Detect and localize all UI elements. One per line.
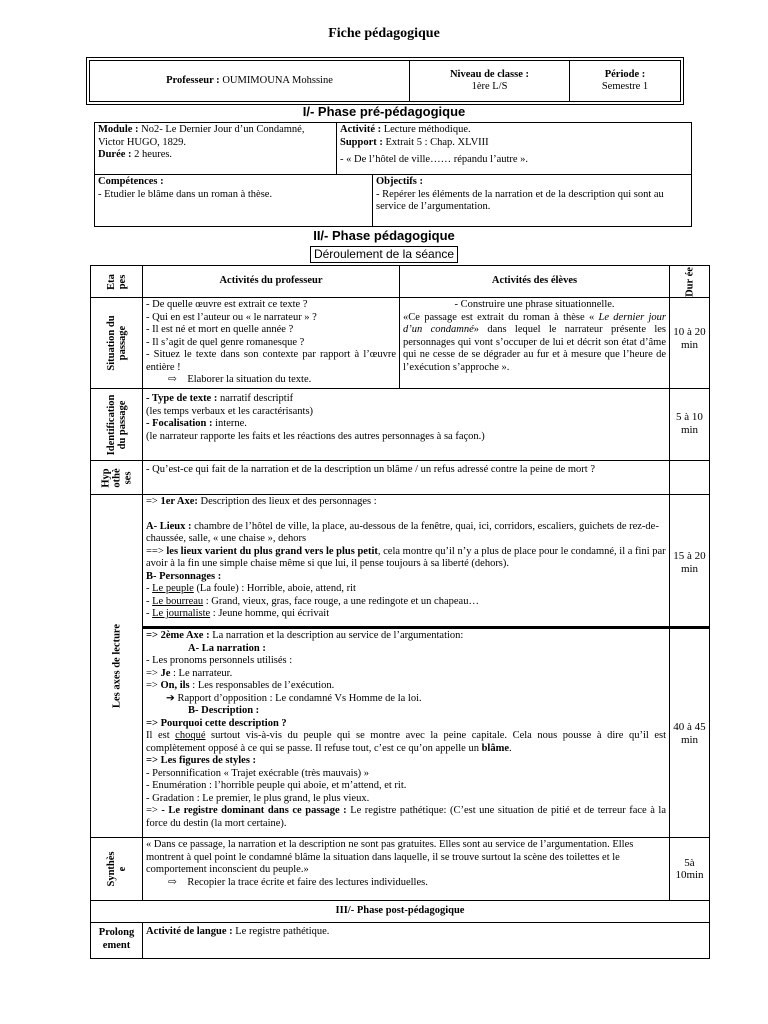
situation-question: - Situez le texte dans son contexte par rapport à l’œuvre entière !	[146, 349, 396, 373]
situation-prof-last: ⇨ Elaborer la situation du texte.	[168, 374, 312, 385]
identification-duree: 5 à 10 min	[670, 389, 710, 461]
arrow-icon: ⇨	[168, 876, 177, 888]
competences-value: - Etudier le blâme dans un roman à thèse.	[98, 188, 273, 200]
module-value: No2- Le Dernier Jour d’un Condamné, Victor HUGO, 1829.	[98, 124, 305, 148]
niveau-cell	[410, 61, 570, 102]
duree-label: Durée :	[98, 149, 132, 160]
seance-subtitle: Déroulement de la séance	[310, 246, 458, 263]
axe1-cell: => 1er Axe: Description des lieux et des personnages : A- Lieux : chambre de l’hôtel de ville, la place, au-dessous de la fenêtre, quai, ici, corridors, escaliers, guichets de rez-de-chaussée, salle, « une chaise », dehors ==> les lieux varient du plus grand vers le plus petit, cela montre qu’il n’y a plus de place pour le condamné, il a fini par avoir à la fin une simple chaise même si que lui, il pense toujours à sa liberté (dehors). B- Personnages : - Le peuple (La foule) : Horrible, aboie, attend, rit - Le bourreau : Grand, vieux, gras, face rouge, a une redingote et un chapeau… - Le journaliste : Jeune homme, qui écrivait	[143, 495, 670, 628]
book-title: Le dernier jour d’un condamné	[403, 311, 666, 335]
support-label: Support :	[340, 136, 383, 148]
col-eleves-header: Activités des élèves	[400, 266, 670, 298]
hypothese-cell: - Qu’est-ce qui fait de la narration et de la description un blâme / un refus adressé contre la peine de mort ?	[143, 461, 670, 495]
module-cell	[95, 123, 337, 175]
col-etapes-header: Eta pes	[91, 266, 143, 298]
situation-duree: 10 à 20 min	[670, 298, 710, 389]
periode-label: Période :	[604, 68, 646, 80]
situation-question: - De quelle œuvre est extrait ce texte ?	[146, 299, 308, 310]
identification-cell: - Type de texte : narratif descriptif (les temps verbaux et les caractérisants) - Focalisation : interne. (le narrateur rapporte les faits et les réactions des autres personnages à sa façon.)	[143, 389, 670, 461]
identification-label-cell: Identification du passage	[91, 389, 143, 461]
support-value: Extrait 5 : Chap. XLVIII	[385, 136, 489, 148]
synthese-text: « Dans ce passage, la narration et la description ne sont pas gratuites. Elles sont au service de l’argumentation. Elles montrent à quel point le condamné blâme la situation dans laquelle, il se trouve surtout la scène des toilettes et le comportement inconscient du peuple.»	[146, 839, 634, 875]
module-label: Module :	[98, 124, 139, 135]
header-box	[86, 57, 684, 105]
prolongement-label: Prolong ement	[91, 923, 143, 959]
objectifs-value: - Repérer les éléments de la narration et de la description qui sont au service de l’argumentation.	[376, 188, 664, 212]
figures-list	[146, 768, 666, 806]
prof-label: Professeur :	[166, 74, 220, 86]
activite-value: Lecture méthodique.	[383, 124, 471, 135]
phase2-title: II/- Phase pédagogique	[313, 228, 455, 243]
personnage-item: - Le journaliste : Jeune homme, qui écrivait	[146, 608, 330, 619]
personnage-item: - Le peuple (La foule) : Horrible, aboie, attend, rit	[146, 583, 356, 594]
arrow-right-icon: ➔	[166, 692, 175, 704]
prof-name: OUMIMOUNA Mohssine	[222, 74, 333, 86]
figure-item: - Gradation : Le premier, le plus grand, le plus vieux.	[146, 792, 370, 804]
arrow-icon: ⇨	[168, 374, 177, 385]
prolongement-cell: Activité de langue : Le registre pathétique.	[143, 923, 710, 959]
support-extract: - « De l’hôtel de ville…… répandu l’autre ».	[340, 154, 529, 165]
professor-cell	[90, 61, 410, 102]
periode-value: Semestre 1	[601, 81, 649, 92]
page-title: Fiche pédagogique	[328, 26, 440, 41]
periode-cell	[570, 61, 681, 102]
hypothese-label-cell: Hyp othè ses	[91, 461, 143, 495]
situation-prof-cell	[143, 298, 400, 389]
objectifs-label: Objectifs :	[376, 176, 423, 187]
duree-value: 2 heures.	[134, 149, 173, 160]
situation-question: - Il est né et mort en quelle année ?	[146, 324, 294, 335]
competences-label: Compétences :	[98, 176, 164, 187]
synthese-cell: « Dans ce passage, la narration et la description ne sont pas gratuites. Elles sont au service de l’argumentation. Elles montrent à quel point le condamné blâme la situation dans laquelle, il se trouve surtout la scène des toilettes et le comportement inconscient du peuple.» ⇨ Recopier la trace écrite et faire des lectures individuelles.	[143, 838, 670, 901]
phase1-title: I/- Phase pré-pédagogique	[302, 104, 466, 119]
personnages-list	[146, 583, 666, 621]
niveau-label: Niveau de classe :	[449, 68, 530, 80]
competences-cell	[95, 175, 373, 227]
figure-item: - Personnification « Trajet exécrable (très mauvais) »	[146, 767, 370, 779]
axe2-cell: => 2ème Axe : La narration et la description au service de l’argumentation: A- La narration : - Les pronoms personnels utilisés : => Je : Le narrateur. => On, ils : Les responsables de l’exécution. ➔ Rapport d’opposition : Le condamné Vs Homme de la loi. B- Description : => Pourquoi cette description ? Il est choqué surtout vis-à-vis du peuple qui se montre avec la peine capitale. Cela nous pousse à dire qu’il est complètement opposé à ce qui se passe. Il refuse tout, c’est ce qu’on appelle un blâme. => Les figures de styles : - Personnification « Trajet exécrable (très mauvais) » - Enumération : l’horrible peuple qui aboie, et m’attend, et rit. - Gradation : Le premier, le plus grand, le plus vieux. => - Le registre dominant dans ce passage : Le registre pathétique: (C’est une situation de pitié et de terreur face à la force du destin (la mort certaine).	[143, 628, 670, 838]
objectifs-cell	[373, 175, 692, 227]
synthese-label-cell: Synthès e	[91, 838, 143, 901]
situation-question: - Il s’agit de quel genre romanesque ?	[146, 336, 305, 348]
phase1-table	[94, 122, 692, 227]
personnage-item: - Le bourreau : Grand, vieux, gras, face rouge, a une redingote et un chapeau…	[146, 595, 479, 607]
situation-question: - Qui en est l’auteur ou « le narrateur » ?	[146, 311, 317, 323]
niveau-value: 1ère L/S	[471, 81, 508, 92]
situation-eleves-text: «Ce passage est extrait du roman à thèse « Le dernier jour d’un condamné» dans lequel le narrateur présente les personnages qui vont s’occuper de lui et décrit son état d’âme qui ne cesse de se dégrader au fur et à mesure que l’heure de l’exécution s’approche ».	[403, 311, 666, 373]
situation-label-cell: Situation du passage	[91, 298, 143, 389]
deroulement-table	[90, 265, 710, 959]
col-prof-header: Activités du professeur	[143, 266, 400, 298]
axe2-duree: 40 à 45 min	[670, 628, 710, 838]
situation-prof-list	[146, 299, 396, 374]
situation-eleves-first: - Construire une phrase situationnelle.	[454, 299, 615, 310]
situation-eleves-cell	[400, 298, 670, 389]
figure-item: - Enumération : l’horrible peuple qui aboie, et m’attend, et rit.	[146, 780, 407, 791]
col-duree-header: Dur ée	[670, 266, 710, 298]
activite-cell	[337, 123, 692, 175]
axes-label-cell: Les axes de lecture	[91, 495, 143, 838]
synthese-duree: 5à 10min	[670, 838, 710, 901]
axe1-duree: 15 à 20 min	[670, 495, 710, 628]
phase3-title: III/- Phase post-pédagogique	[91, 901, 710, 923]
activite-label: Activité :	[340, 124, 382, 135]
hypothese-duree	[670, 461, 710, 495]
